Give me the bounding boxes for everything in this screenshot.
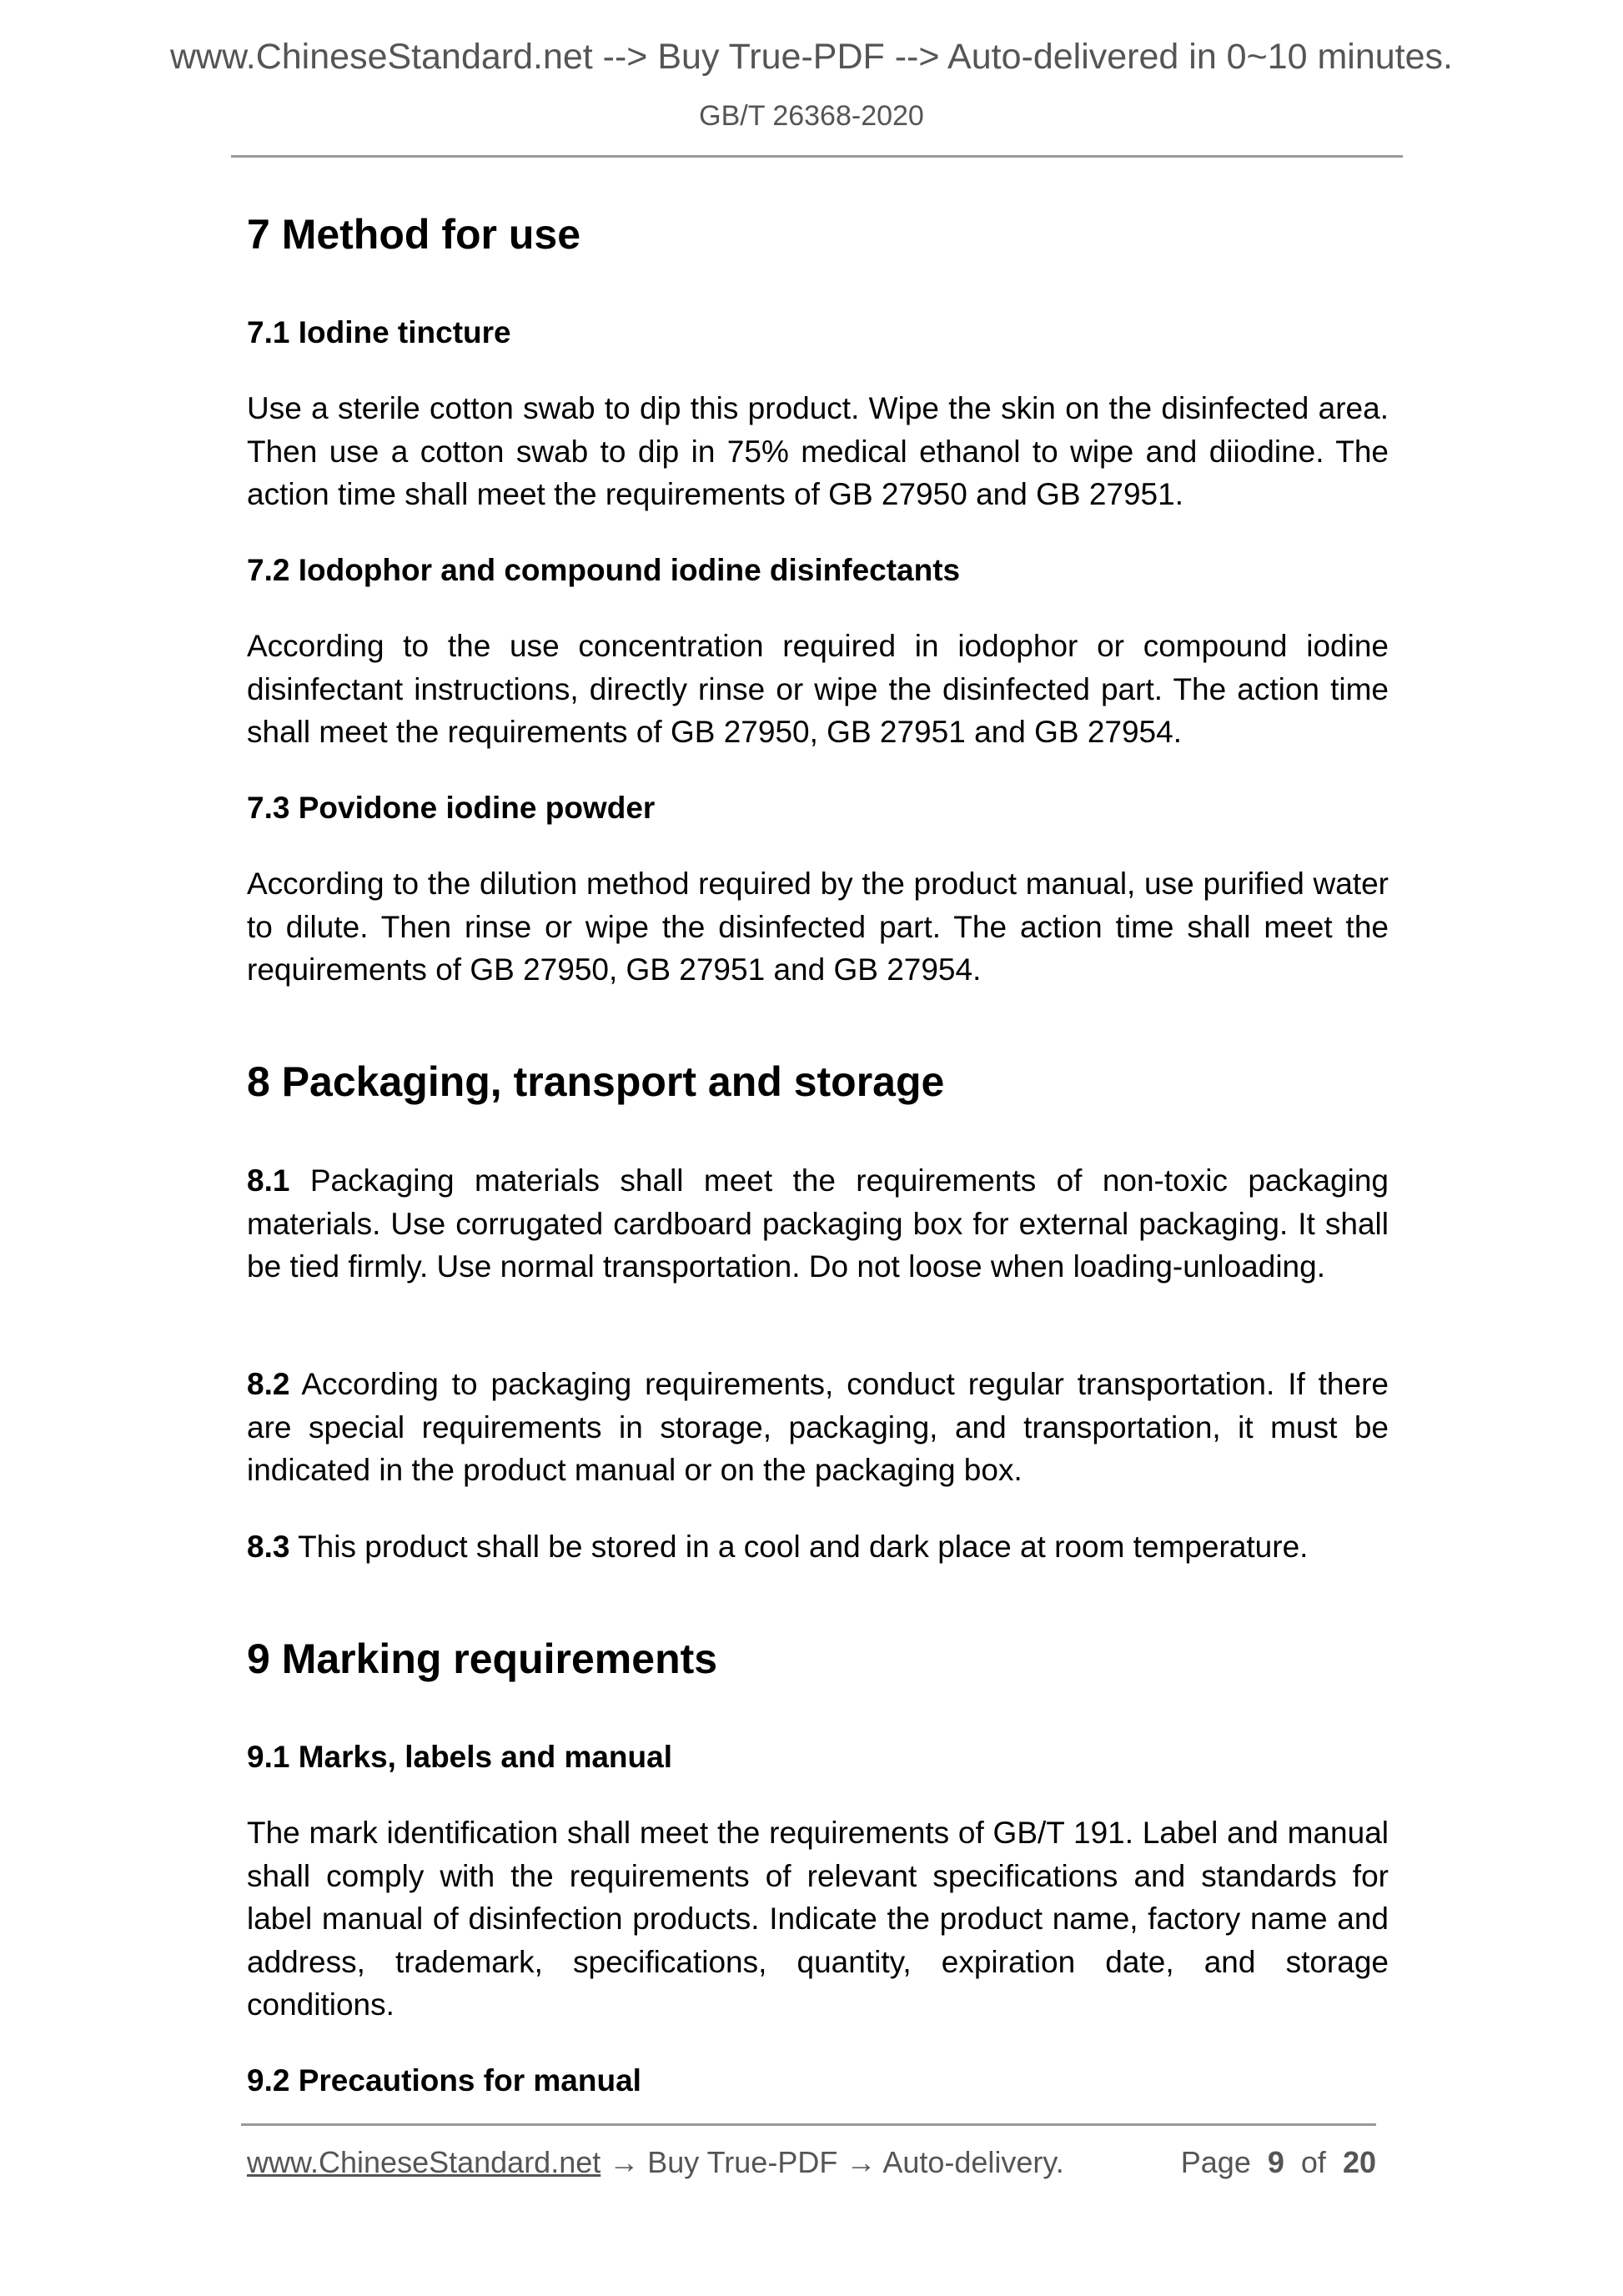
section-7-heading: [247, 210, 1389, 259]
section-7-1-text: Use a sterile cotton swab to dip this product. Wipe the skin on the disinfected area. Then use a cotton swab to dip in 75% medical ethanol to wipe and diiodine. The action time shall meet the requirements of GB 27950 and GB 27951.: [247, 391, 1389, 511]
page-total: 20: [1342, 2145, 1376, 2179]
clause-number: 8.1: [247, 1163, 290, 1198]
heading: 7 Method for use: [247, 211, 581, 258]
standard-number: GB/T 26368-2020: [699, 100, 924, 132]
clause-text: According to packaging requirements, conduct regular transportation. If there are special requirements in storage, packaging, and transportation, it must be indicated in the product manual or on the packaging box.: [247, 1367, 1389, 1487]
clause-number: 8.2: [247, 1367, 290, 1401]
clause-text: This product shall be stored in a cool and dark place at room temperature.: [298, 1530, 1309, 1564]
header-divider: [231, 155, 1403, 158]
section-9-2-heading: 9.2 Precautions for manual: [247, 2063, 641, 2098]
of-label: of: [1300, 2145, 1326, 2179]
footer-divider: [241, 2123, 1376, 2126]
section-9-1-heading: 9.1 Marks, labels and manual: [247, 1740, 672, 1774]
clause-number: 8.3: [247, 1530, 290, 1564]
site-banner: www.ChineseStandard.net --> Buy True-PDF --> Auto-delivered in 0~10 minutes.: [169, 37, 1453, 77]
section-8-1-text: [247, 1159, 1389, 1289]
section-8-3-text: [247, 1525, 1389, 1569]
section-7-1-heading: 7.1 Iodine tincture: [247, 315, 511, 349]
section-9-heading: 9 Marking requirements: [247, 1635, 718, 1682]
section-8-heading: 8 Packaging, transport and storage: [247, 1058, 945, 1105]
page-footer: [247, 2145, 1376, 2180]
section-7-2-text: According to the use concentration required in iodophor or compound iodine disinfectant instructions, directly rinse or wipe the disinfected part. The action time shall meet the requirements of GB 27950, GB 27951 and GB 27954.: [247, 629, 1389, 749]
section-7-3-heading: 7.3 Povidone iodine powder: [247, 791, 656, 825]
page-label: Page: [1180, 2145, 1251, 2179]
section-7-2-heading: 7.2 Iodophor and compound iodine disinfectants: [247, 553, 961, 587]
section-8-2-text: [247, 1363, 1389, 1492]
footer-tagline: → Buy True-PDF → Auto-delivery.: [600, 2145, 1064, 2179]
section-7-3-text: According to the dilution method required by the product manual, use purified water to dilute. Then rinse or wipe the disinfected part. The action time shall meet the requirements of GB 27950, GB 27951 and GB 27954.: [247, 867, 1389, 987]
clause-text: Packaging materials shall meet the requirements of non-toxic packaging materials. Use corrugated cardboard packaging box for external packaging. It shall be tied firmly. Use normal transportation. Do not loose when loading-unloading.: [247, 1163, 1389, 1284]
footer-site-link[interactable]: www.ChineseStandard.net: [247, 2145, 601, 2179]
page-number: 9: [1267, 2145, 1284, 2179]
page-indicator: [1181, 2145, 1376, 2180]
section-9-1-text: The mark identification shall meet the requirements of GB/T 191. Label and manual shall comply with the requirements of relevant specifications and standards for label manual of disinfection products. Indicate the product name, factory name and address, trademark, specifications, quantity, expiration date, and storage conditions.: [247, 1816, 1389, 2022]
